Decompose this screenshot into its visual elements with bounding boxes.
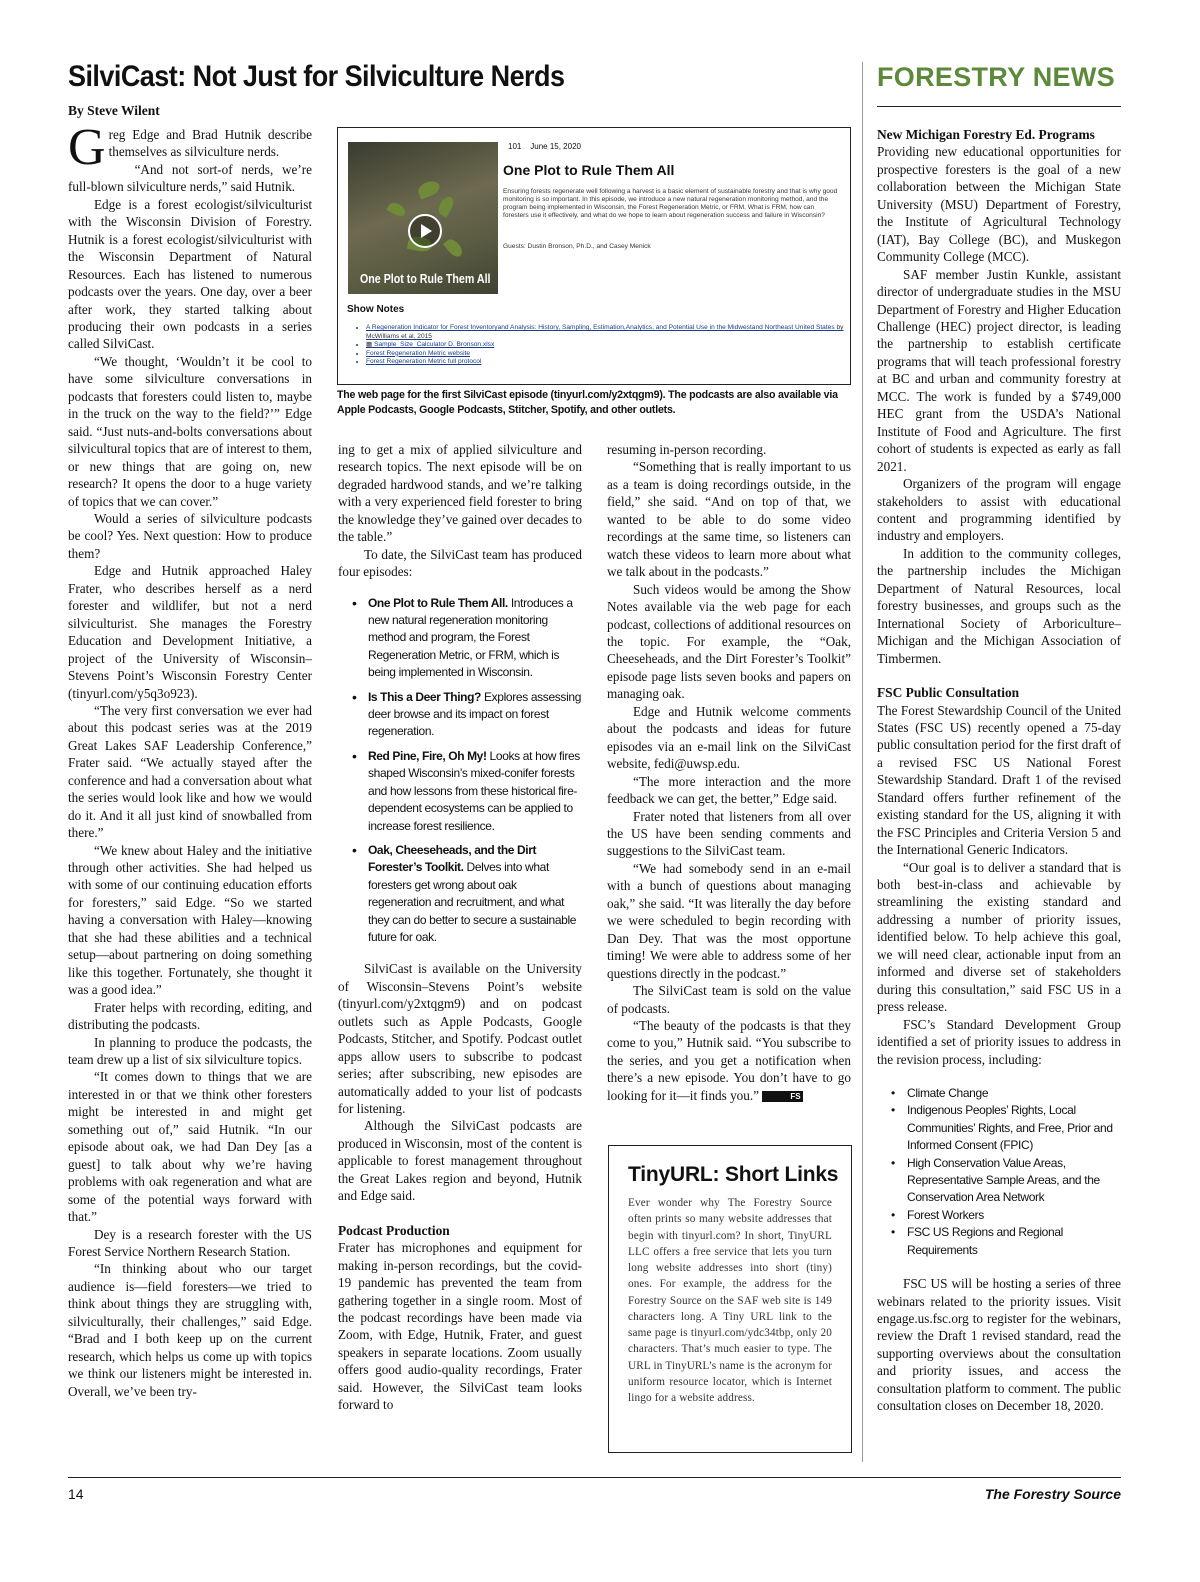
- page-number: 14: [68, 1486, 84, 1502]
- priority-issues-list: [877, 1085, 1121, 1259]
- end-mark: FS: [762, 1091, 802, 1102]
- show-notes-link[interactable]: • ▦ Sample_Size_Calculator D. Bronson.xlsx: [366, 341, 846, 350]
- subheading: Podcast Production: [338, 1222, 450, 1238]
- article-paragraph: resuming in-person recording.: [607, 442, 767, 457]
- section-divider: [877, 106, 1121, 107]
- news-paragraph: SAF member Justin Kunkle, assistant director of undergraduate studies in the MSU Department of Forestry and Higher Education Challenge (HEC) project director, is leading the partnership to establish certificate programs that will teach professional forestry at BC and urban and community forestry at MCC. The work is funded by a $749,000 HEC grant from the USDA’s National Institute of Food and Agriculture. The first cohort of students is expected as early as fall 2021.: [877, 266, 1121, 474]
- spreadsheet-icon: ▦: [366, 341, 375, 349]
- article-paragraph: “We had somebody send in an e-mail with a bunch of questions about managing oak,” she said. “It was literally the day before we were scheduled to begin recording with Dan Dey. That was the most opportune timing! We were able to address some of her questions directly in the podcast.”: [607, 860, 851, 981]
- episode-item: • One Plot to Rule Them All. Introduces a new natural regeneration monitoring method and program, the Forest Regeneration Metric, or FRM, which is being implemented in Wisconsin.: [338, 595, 582, 682]
- article-paragraph: The SilviCast team is sold on the value of podcasts.: [607, 983, 851, 1016]
- figure-caption: The web page for the first SilviCast episode (tinyurl.com/y2xtqgm9). The podcasts are also available via Apple Podcasts, Google Podcasts, Stitcher, Spotify, and other outlets.: [337, 389, 838, 416]
- news-paragraph: Organizers of the program will engage stakeholders to assist with educational content and programming identified by industry and employers.: [877, 476, 1121, 544]
- article-title: SilviCast: Not Just for Silviculture Nerds: [68, 60, 565, 93]
- news-paragraph: In addition to the community colleges, the partnership includes the Michigan Department of Natural Resources, local forestry businesses, and groups such as the International Society of Arboriculture–Michigan and the Michigan Association of Timbermen.: [877, 545, 1121, 666]
- episode-guests: Guests: Dustin Bronson, Ph.D., and Casey Menick: [503, 243, 651, 250]
- podcast-webpage-figure: [337, 127, 851, 385]
- article-paragraph: SilviCast is available on the University of Wisconsin–Stevens Point’s website (tinyurl.com/y2xtqgm9) and on podcast outlets such as Apple Podcasts, Google Podcasts, Stitcher, and Spotify. Podcast outlet apps allow users to subscribe to podcast series; after subscribing, new episodes are automatically added to your list of podcasts for listening.: [338, 961, 582, 1116]
- list-item: • FSC US Regions and Regional Requirements: [877, 1224, 1121, 1259]
- article-paragraph: Would a series of silviculture podcasts be cool? Yes. Next question: How to produce them?: [68, 510, 312, 561]
- episode-title: One Plot to Rule Them All: [503, 162, 675, 178]
- list-item: • Climate Change: [877, 1085, 1121, 1102]
- article-paragraph: “We knew about Haley and the initiative through other activities. She had helped us with some of our continuing education efforts for foresters,” said Edge. “So we started having a conversation with Haley—knowing that she had these abilities and a technical setup—about partnering on doing something like this together. Fortunately, she thought it was a good idea.”: [68, 842, 312, 998]
- list-item: • High Conservation Value Areas, Representative Sample Areas, and the Conservation Area Network: [877, 1155, 1121, 1207]
- tinyurl-sidebar: [608, 1145, 852, 1453]
- article-paragraph: Frater noted that listeners from all over the US have been sending comments and suggestions to the SilviCast team.: [607, 808, 851, 859]
- article-paragraph: “The beauty of the podcasts is that they come to you,” Hutnik said. “You subscribe to the series, and you get a notification when there’s a new episode. You don’t have to go looking for it—it finds you.” FS: [607, 1017, 851, 1103]
- article-paragraph: Edge is a forest ecologist/silviculturist with the Wisconsin Division of Forestry. Hutnik is a forest ecologist/silviculturist with the Wisconsin Department of Natural Resources. Each has listened to numerous podcasts over the years. One day, over a beer after work, they started talking about producing their own podcasts in a series called SilviCast.: [68, 196, 312, 352]
- show-notes-link[interactable]: • Forest Regeneration Metric website: [366, 350, 846, 359]
- episode-meta: 101 June 15, 2020: [508, 142, 581, 151]
- article-column-3: [607, 441, 851, 1104]
- episode-item: • Oak, Cheeseheads, and the Dirt Forester’s Toolkit. Delves into what foresters get wrong about oak regeneration and recruitment, and what they can do better to secure a sustainable future for oak.: [338, 842, 582, 946]
- list-item: • Forest Workers: [877, 1207, 1121, 1224]
- sidebar-body: Ever wonder why The Forestry Source often prints so many website addresses that begin with tinyurl.com? In short, TinyURL LLC offers a free service that lets you turn long website addresses into short (tiny) ones. For example, the address for the Forestry Source on the SAF web site is 149 characters long. A Tiny URL link to the same page is tinyurl.com/ydc34tbp, only 20 characters. That’s much easier to type. The URL in TinyURL’s name is the acronym for uniform resource locator, which is Internet lingo for a website address.: [628, 1197, 832, 1404]
- article-paragraph: “In thinking about who our target audience is—field foresters—we tried to think about things they are struggling with, silviculturally, their challenges,” said Edge. “Brad and I both keep up on the current research, which helps us come up with topics we think our listeners might be interested in. Overall, we’ve been try-: [68, 1261, 312, 1399]
- column-divider: [862, 62, 863, 1462]
- article-paragraph: “We thought, ‘Wouldn’t it be cool to have some silviculture conversations in podcasts that foresters could listen to, maybe in the truck on the way to the field?’” Edge said. “Just nuts-and-bolts conversations about silvicultural topics that are of interest to them, or new things that are going on, new research? It opens the door to a huge variety of topics that we can cover.”: [68, 353, 312, 509]
- article-paragraph: “The very first conversation we ever had about this podcast series was at the 2019 Great Lakes SAF Leadership Conference,” Frater said. “We actually stayed after the conference and had a conversation about what the series would look like and how we would do it. And it all just kind of snowballed from there.”: [68, 702, 312, 841]
- news-heading: New Michigan Forestry Ed. Programs: [877, 127, 1095, 142]
- article-paragraph: Such videos would be among the Show Notes available via the web page for each podcast, collections of additional resources on the topic. For example, the “Oak, Cheeseheads, and the Dirt Forester’s Toolkit” episode page lists seven books and papers on managing oak.: [607, 581, 851, 702]
- article-paragraph: “It comes down to things that we are interested in or that we think other foresters might be interested in and might get something out of,” said Hutnik. “In our episode about oak, we had Dan Dey [as a guest] to talk about why we’re having problems with oak regeneration and what are some of the potential ways forward with that.”: [68, 1069, 312, 1225]
- article-paragraph: Frater helps with recording, editing, and distributing the podcasts.: [68, 999, 312, 1033]
- article-paragraph: Dey is a research forester with the US Forest Service Northern Research Station.: [68, 1226, 312, 1259]
- sidebar-title: TinyURL: Short Links: [628, 1163, 839, 1186]
- list-item: • Indigenous Peoples’ Rights, Local Communities’ Rights, and Free, Prior and Informed Consent (FPIC): [877, 1102, 1121, 1154]
- news-paragraph: “Our goal is to deliver a standard that is both best-in-class and achievable by streamlining the existing standard and addressing a number of priority issues, identified below. To help achieve this goal, we will need clear, actionable input from an informed and diverse set of stakeholders during this consultation,” said FSC US in a press release.: [877, 859, 1121, 1015]
- episode-list: [338, 595, 582, 947]
- news-paragraph: FSC US will be hosting a series of three webinars related to the priority issues. Visit engage.us.fsc.org to register for the webinars, review the Draft 1 revised standard, read the supporting overviews about the consultation and priority issues, and access the consultation platform to comment. The public consultation closes on December 18, 2020.: [877, 1276, 1121, 1414]
- article-paragraph: ing to get a mix of applied silviculture and research topics. The next episode will be on degraded hardwood stands, and we’re talking with a very experienced field forester to bring the knowledge they’ve gained over decades to the table.”: [338, 442, 582, 545]
- news-paragraph: FSC’s Standard Development Group identified a set of priority issues to address in the revision process, including:: [877, 1016, 1121, 1067]
- news-paragraph: The Forest Stewardship Council of the United States (FSC US) recently opened a 75-day public consultation period for the first draft of a revised FSC US National Forest Stewardship Standard. Draft 1 of the revised Standard offers further refinement of the existing standard for the US, aligning it with the FSC Principles and Criteria Version 5 and the International Generic Indicators.: [877, 702, 1121, 858]
- episode-item: • Red Pine, Fire, Oh My! Looks at how fires shaped Wisconsin’s mixed-conifer forests and how lessons from these historical fire-dependent ecosystems can be applied to increase forest resilience.: [338, 748, 582, 835]
- publication-name: The Forestry Source: [984, 1486, 1121, 1502]
- article-column-1: [68, 119, 312, 1400]
- news-heading: FSC Public Consultation: [877, 685, 1020, 701]
- news-column: [877, 126, 1121, 1415]
- article-paragraph: Frater has microphones and equipment for making in-person recordings, but the covid-19 pandemic has prevented the team from gathering together in a single room. Most of the podcast recordings have been made via Zoom, with Edge, Hutnik, Frater, and guest speakers in separate locations. Zoom usually offers good audio-quality recordings, Frater said. However, the SilviCast team looks forward to: [338, 1240, 582, 1413]
- article-paragraph: “Something that is really important to us as a team is doing recordings outside, in the field,” she said. “And on top of that, we wanted to be able to do some video recordings at the same time, so listeners can watch these videos to learn more about what we talk about in the podcasts.”: [607, 459, 851, 580]
- episode-item: • Is This a Deer Thing? Explores assessing deer browse and its impact on forest regeneration.: [338, 689, 582, 741]
- episode-thumbnail: [348, 142, 498, 294]
- article-paragraph: “And not sort-of nerds, we’re full-blown silviculture nerds,” said Hutnik.: [68, 161, 312, 195]
- play-icon[interactable]: [408, 214, 442, 248]
- thumbnail-title: One Plot to Rule Them All: [360, 271, 491, 286]
- show-notes-link[interactable]: • A Regeneration Indicator for Forest Inventoryand Analysis: History, Sampling, Estimation,Analytics, and Potential Use in the Midwestand Northeast United States by McWilliams et al, 2015: [366, 324, 846, 341]
- section-header: FORESTRY NEWS: [877, 62, 1115, 92]
- article-paragraph: Edge and Hutnik approached Haley Frater, who describes herself as a nerd forester and wildlifer, but not a nerd silviculturist. She manages the Forestry Education and Development Initiative, a project of the University of Wisconsin–Stevens Point’s Wisconsin Forestry Center (tinyurl.com/y5q3o923).: [68, 563, 312, 701]
- drop-cap: G: [68, 119, 106, 176]
- show-notes-link[interactable]: • Forest Regeneration Metric full protocol: [366, 358, 846, 367]
- article-paragraph: “The more interaction and the more feedback we can get, the better,” Edge said.: [607, 773, 851, 807]
- article-paragraph: Although the SilviCast podcasts are produced in Wisconsin, most of the content is applicable to forest management throughout the Great Lakes region and beyond, Hutnik and Edge said.: [338, 1118, 582, 1204]
- byline: By Steve Wilent: [68, 103, 160, 118]
- news-paragraph: Providing new educational opportunities for prospective foresters is the goal of a new collaboration between the Michigan State University (MSU) Department of Forestry, the Institute of Agricultural Technology (IAT), Bay College (BC), and Muskegon Community College (MCC).: [877, 144, 1121, 265]
- article-paragraph: Greg Edge and Brad Hutnik describe themselves as silviculture nerds.: [68, 119, 312, 176]
- footer-divider: [68, 1477, 1121, 1478]
- show-notes-list: [356, 324, 846, 367]
- show-notes-heading: Show Notes: [347, 304, 405, 315]
- episode-description: Ensuring forests regenerate well following a harvest is a basic element of sustainable forestry and that is why good monitoring is so important. In this episode, we introduce a new natural regeneration monitoring method, and the program being implemented in Wisconsin, the Forest Regeneration Metric, or FRM. What is FRM, how can foresters use it effectively, and what do we hope to learn about regeneration success and failure in Wisconsin?: [503, 188, 838, 219]
- article-paragraph: In planning to produce the podcasts, the team drew up a list of six silviculture topics.: [68, 1034, 312, 1068]
- article-paragraph: Edge and Hutnik welcome comments about the podcasts and ideas for future episodes via an e-mail link on the SilviCast website, fedi@uwsp.edu.: [607, 703, 851, 772]
- article-column-2: [338, 441, 582, 1414]
- article-paragraph: To date, the SilviCast team has produced four episodes:: [338, 546, 582, 580]
